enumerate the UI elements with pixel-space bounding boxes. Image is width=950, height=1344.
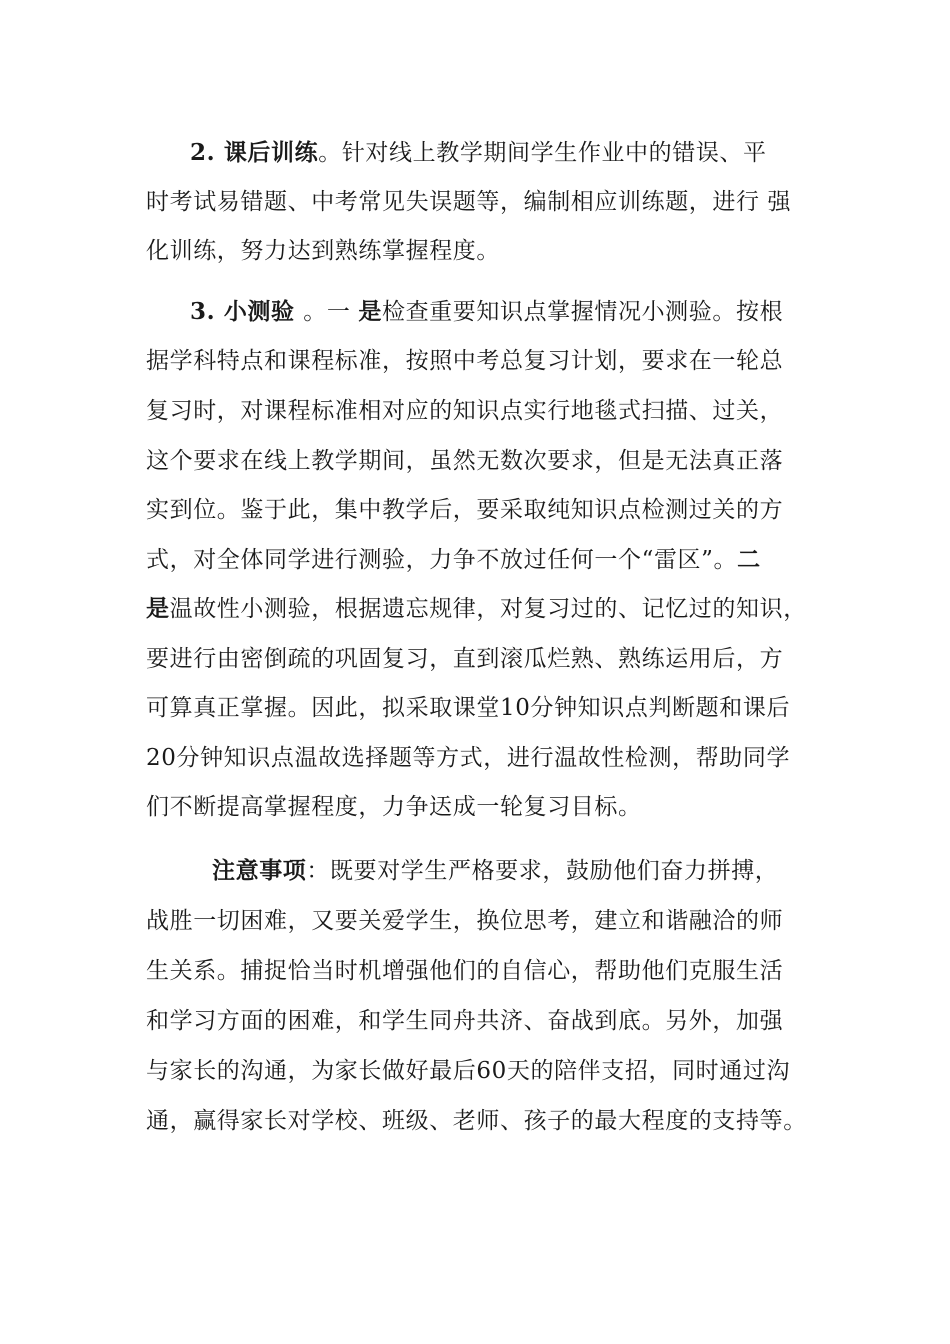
para3-bold-shi-1: 是 bbox=[358, 298, 382, 325]
para2-line-3: 化训练，努力达到熟练掌握程度。 bbox=[146, 238, 500, 264]
para3-text-7: 温故性小测验，根据遗忘规律，对复习过的、记忆过的知识， bbox=[169, 596, 807, 622]
para2-line-2: 时考试易错题、中考常见失误题等，编制相应训练题，进行 强 bbox=[146, 189, 792, 215]
notes-text-1: ：既要对学生严格要求，鼓励他们奋力拼搏， bbox=[306, 858, 779, 884]
para3-bold-er: 二 bbox=[737, 546, 761, 573]
para3-text-1: 检查重要知识点掌握情况小测验。按根 bbox=[381, 299, 784, 325]
para3-line-3: 复习时，对课程标准相对应的知识点实行地毯式扫描、过关， bbox=[146, 398, 784, 424]
notes-line-4: 和学习方面的困难，和学生同舟共济、奋战到底。另外，加强 bbox=[146, 1008, 784, 1034]
para3-bold-shi-2: 是 bbox=[146, 595, 170, 622]
para3-line-7 bbox=[146, 594, 807, 624]
notes-heading: 注意事项 bbox=[212, 857, 307, 884]
para2-heading: 2. 课后训练 bbox=[190, 139, 319, 166]
para3-line-4: 这个要求在线上教学期间，虽然无数次要求，但是无法真正落 bbox=[146, 448, 784, 474]
para3-line-2: 据学科特点和课程标准，按照中考总复习计划，要求在一轮总 bbox=[146, 348, 784, 374]
notes-line-1 bbox=[212, 856, 778, 886]
notes-line-2: 战胜一切困难，又要关爱学生，换位思考，建立和谐融洽的师 bbox=[146, 908, 784, 934]
notes-line-6: 通，赢得家长对学校、班级、老师、孩子的最大程度的支持等。 bbox=[146, 1108, 807, 1134]
para3-line-9: 可算真正掌握。因此，拟采取课堂10分钟知识点判断题和课后 bbox=[146, 695, 791, 721]
para3-line-11: 们不断提高掌握程度，力争迗成一轮复习目标。 bbox=[146, 794, 642, 820]
para3-line-10: 20分钟知识点温故选择题等方式，进行温故性检测，帮助同学 bbox=[146, 745, 791, 771]
notes-line-5: 与家长的沟通，为家长做好最后60天的陪伴支招，同时通过沟 bbox=[146, 1058, 791, 1084]
para3-sep: 。一 bbox=[303, 299, 359, 325]
para3-line-1 bbox=[190, 297, 783, 327]
para3-line-6 bbox=[146, 545, 761, 575]
para3-line-5: 实到位。鉴于此，集中教学后，要采取纯知识点检测过关的方 bbox=[146, 497, 784, 523]
para2-text: 。针对线上教学期间学生作业中的错误、平 bbox=[318, 140, 767, 166]
notes-line-3: 生关系。捕捉恰当时机增强他们的自信心，帮助他们克服生活 bbox=[146, 958, 784, 984]
para2-line-1 bbox=[190, 138, 767, 168]
para3-heading: 3. 小测验 bbox=[190, 298, 304, 325]
para3-line-8: 要进行由密倒疏的巩固复习，直到滚瓜烂熟、熟练运用后，方 bbox=[146, 646, 784, 672]
para3-text-6: 式，对全体同学进行测验，力争不放过任何一个“雷区”。 bbox=[146, 547, 738, 573]
